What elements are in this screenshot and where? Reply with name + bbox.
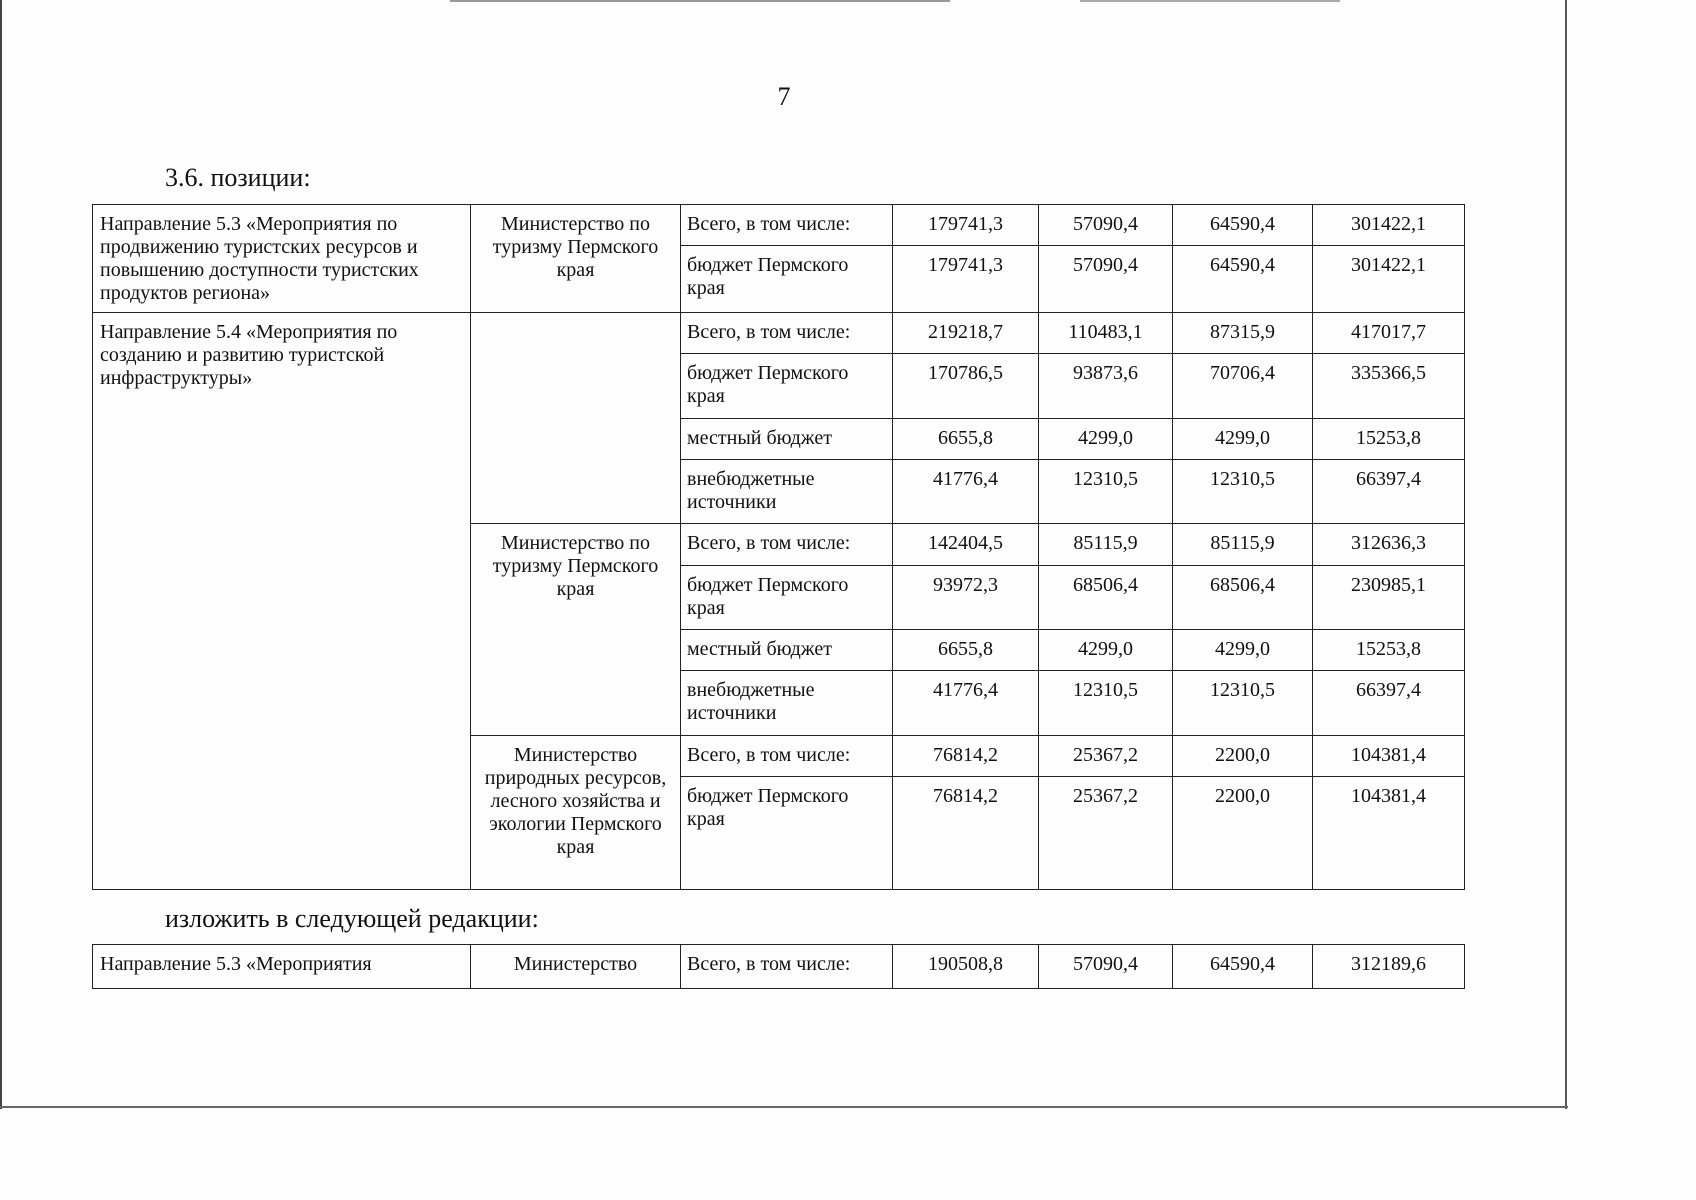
direction-name: Направление 5.3 «Мероприятия по продвижению туристских ресурсов и повышению доступности туристских продуктов региона» [93,205,471,313]
responsible-org: Министерство природных ресурсов, лесного хозяйства и экологии Пермского края [471,736,681,890]
value-2: 68506,4 [1039,566,1173,630]
scan-edge-top [450,0,950,2]
value-3: 70706,4 [1173,354,1313,419]
value-total: 15253,8 [1313,630,1465,671]
value-1: 6655,8 [893,630,1039,671]
funding-source: внебюджетные источники [681,671,893,736]
table-row [93,205,1465,246]
value-3: 64590,4 [1173,945,1313,989]
value-1: 179741,3 [893,205,1039,246]
value-total: 66397,4 [1313,671,1465,736]
scan-edge-left [0,0,2,1109]
funding-source: внебюджетные источники [681,460,893,524]
value-2: 12310,5 [1039,460,1173,524]
value-3: 2200,0 [1173,777,1313,890]
funding-source: бюджет Пермского края [681,777,893,890]
value-total: 312189,6 [1313,945,1465,989]
value-2: 4299,0 [1039,419,1173,460]
value-2: 12310,5 [1039,671,1173,736]
value-total: 335366,5 [1313,354,1465,419]
value-1: 142404,5 [893,524,1039,566]
value-1: 179741,3 [893,246,1039,313]
value-total: 66397,4 [1313,460,1465,524]
value-total: 301422,1 [1313,205,1465,246]
value-2: 57090,4 [1039,945,1173,989]
value-2: 93873,6 [1039,354,1173,419]
funding-table-new [92,944,1465,989]
funding-table-old [92,204,1465,890]
value-total: 15253,8 [1313,419,1465,460]
scan-edge-top [1080,0,1340,2]
value-1: 41776,4 [893,671,1039,736]
funding-source: Всего, в том числе: [681,205,893,246]
section-heading: изложить в следующей редакции: [165,904,539,933]
value-2: 25367,2 [1039,777,1173,890]
direction-name: Направление 5.3 «Мероприятия [93,945,471,989]
value-1: 170786,5 [893,354,1039,419]
value-2: 4299,0 [1039,630,1173,671]
responsible-org: Министерство по туризму Пермского края [471,205,681,313]
value-1: 93972,3 [893,566,1039,630]
responsible-org: Министерство по туризму Пермского края [471,524,681,736]
value-2: 57090,4 [1039,246,1173,313]
page-number: 7 [777,82,791,111]
value-total: 301422,1 [1313,246,1465,313]
responsible-org [471,313,681,524]
value-3: 12310,5 [1173,460,1313,524]
value-3: 4299,0 [1173,419,1313,460]
section-heading: 3.6. позиции: [165,163,311,192]
value-3: 64590,4 [1173,205,1313,246]
value-1: 76814,2 [893,736,1039,777]
value-1: 41776,4 [893,460,1039,524]
value-3: 87315,9 [1173,313,1313,354]
direction-name: Направление 5.4 «Мероприятия по созданию и развитию туристской инфраструктуры» [93,313,471,890]
value-3: 64590,4 [1173,246,1313,313]
value-total: 312636,3 [1313,524,1465,566]
scan-edge-bottom [0,1106,1568,1108]
value-1: 190508,8 [893,945,1039,989]
value-2: 85115,9 [1039,524,1173,566]
value-total: 417017,7 [1313,313,1465,354]
funding-source: бюджет Пермского края [681,246,893,313]
table-row [93,313,1465,354]
value-2: 25367,2 [1039,736,1173,777]
funding-source: бюджет Пермского края [681,566,893,630]
funding-source: Всего, в том числе: [681,736,893,777]
funding-source: местный бюджет [681,419,893,460]
value-total: 230985,1 [1313,566,1465,630]
value-3: 85115,9 [1173,524,1313,566]
value-1: 219218,7 [893,313,1039,354]
value-1: 6655,8 [893,419,1039,460]
funding-source: местный бюджет [681,630,893,671]
scan-edge-right [1565,0,1567,1109]
value-2: 110483,1 [1039,313,1173,354]
value-total: 104381,4 [1313,777,1465,890]
value-1: 76814,2 [893,777,1039,890]
responsible-org: Министерство [471,945,681,989]
funding-source: бюджет Пермского края [681,354,893,419]
value-total: 104381,4 [1313,736,1465,777]
value-2: 57090,4 [1039,205,1173,246]
value-3: 4299,0 [1173,630,1313,671]
value-3: 2200,0 [1173,736,1313,777]
funding-source: Всего, в том числе: [681,945,893,989]
value-3: 68506,4 [1173,566,1313,630]
value-3: 12310,5 [1173,671,1313,736]
funding-source: Всего, в том числе: [681,524,893,566]
table-row [93,945,1465,989]
funding-source: Всего, в том числе: [681,313,893,354]
